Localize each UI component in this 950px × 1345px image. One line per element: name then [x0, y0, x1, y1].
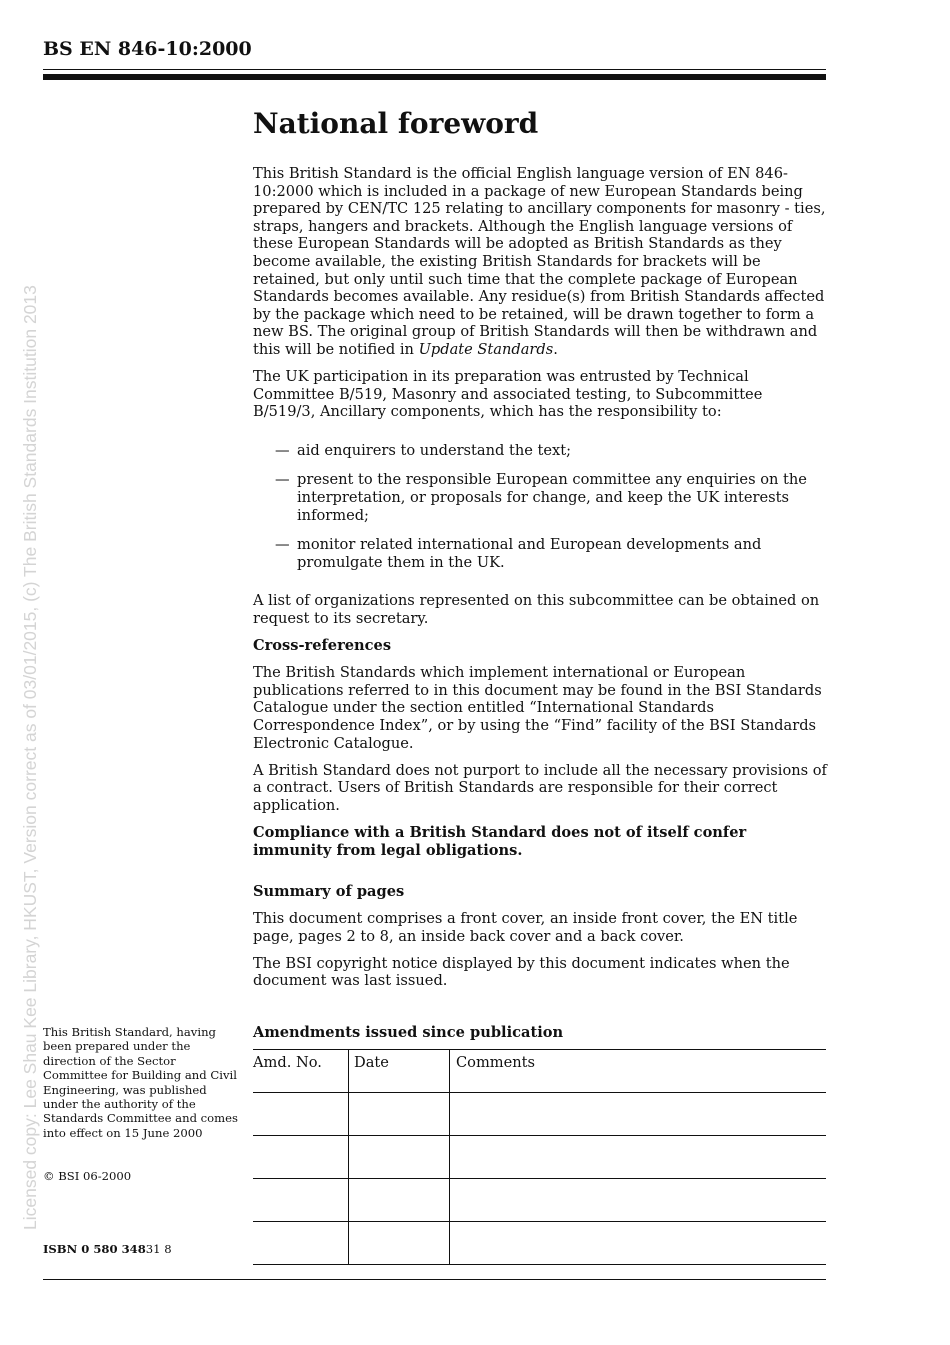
document-id: BS EN 846-10:2000 — [43, 38, 252, 60]
table-cell — [349, 1136, 450, 1179]
amendments-heading: Amendments issued since publication — [253, 1024, 564, 1041]
responsibility-list — [253, 442, 828, 572]
foreword-paragraph-2: The UK participation in its preparation was entrusted by Technical Committee B/519, Masonry and associated testing, to Subcommittee B/519/3, Ancillary components, which has the responsibility to: — [253, 368, 763, 421]
summary-section — [253, 883, 828, 999]
column-header-date: Date — [349, 1050, 450, 1093]
table-row — [253, 1093, 826, 1136]
table-row — [253, 1179, 826, 1222]
table-row — [253, 1136, 826, 1179]
table-cell — [349, 1179, 450, 1222]
dash-marker: — — [275, 471, 290, 489]
license-watermark: Licensed copy: Lee Shau Kee Library, HKUST, Version correct as of 03/01/2015, (c) The British Standards Institution 2013 — [20, 285, 40, 1230]
table-cell — [253, 1093, 349, 1136]
foreword-paragraph-3: A list of organizations represented on this subcommittee can be obtained on request to its secretary. — [253, 592, 820, 627]
dash-marker: — — [275, 441, 290, 459]
amendments-table — [253, 1049, 826, 1265]
cross-references-text: The British Standards which implement international or European publications referred to in this document may be found in the BSI Standards Catalogue under the section entitled “International Standards Correspondence Index”, or by using the “Find” facility of the BSI Standards Electronic Catalogue. — [253, 664, 822, 752]
table-row — [253, 1222, 826, 1265]
table-cell — [450, 1093, 827, 1136]
table-cell — [253, 1136, 349, 1179]
dash-marker: — — [275, 536, 290, 554]
summary-text-2: The BSI copyright notice displayed by this document indicates when the document was last issued. — [253, 954, 790, 990]
table-cell — [450, 1136, 827, 1179]
list-item: — aid enquirers to understand the text; — [275, 441, 572, 459]
table-cell — [450, 1222, 827, 1265]
header-rule-thick — [43, 74, 826, 80]
table-cell — [349, 1222, 450, 1265]
table-cell — [253, 1222, 349, 1265]
table-cell — [349, 1093, 450, 1136]
foreword-paragraph-4: A British Standard does not purport to include all the necessary provisions of a contract. Users of British Standards are responsible for their correct application. — [253, 761, 827, 814]
column-header-amd-no: Amd. No. — [253, 1050, 349, 1093]
compliance-statement: Compliance with a British Standard does not of itself confer immunity from legal obligations. — [253, 823, 747, 859]
isbn — [43, 1242, 172, 1256]
summary-heading: Summary of pages — [253, 883, 405, 900]
list-item: — monitor related international and European developments and promulgate them in the UK. — [275, 536, 762, 571]
table-cell — [253, 1179, 349, 1222]
page-title: National foreword — [253, 107, 539, 140]
footer-rule — [43, 1279, 826, 1280]
foreword-paragraph-1: This British Standard is the official English language version of EN 846-10:2000 which is included in a package of new European Standards being prepared by CEN/TC 125 relating to ancillary components for masonry - ties, straps, hangers and brackets. Although the English language versions of these European Standards will be adopted as British Standards as they become available, the existing British Standards for brackets will be retained, but only until such time that the complete package of European Standards becomes available. Any residue(s) from British Standards affected by the package which need to be retained, will be drawn together to form a new BS. The original group of British Standards will then be withdrawn and this will be notified in Update Standards. — [253, 165, 826, 358]
foreword-section — [253, 108, 828, 869]
table-cell — [450, 1179, 827, 1222]
table-header-row — [253, 1050, 826, 1093]
publication-note: This British Standard, having been prepared under the direction of the Sector Committee for Building and Civil Engineering, was published under the authority of the Standards Committee and comes into effect on 15 June 2000 — [43, 1025, 238, 1140]
isbn-prefix: ISBN 0 580 348 — [43, 1242, 146, 1256]
column-header-comments: Comments — [450, 1050, 827, 1093]
summary-text-1: This document comprises a front cover, an inside front cover, the EN title page, pages 2 to 8, an inside back cover and a back cover. — [253, 910, 798, 945]
header-rule-thin — [43, 69, 826, 70]
update-standards-reference: Update Standards — [418, 340, 554, 358]
list-item: — present to the responsible European committee any enquiries on the interpretation, or proposals for change, and keep the UK interests informed; — [275, 471, 807, 524]
cross-references-heading: Cross-references — [253, 637, 392, 655]
isbn-suffix: 31 8 — [145, 1242, 172, 1256]
copyright-notice: © BSI 06-2000 — [43, 1169, 132, 1183]
